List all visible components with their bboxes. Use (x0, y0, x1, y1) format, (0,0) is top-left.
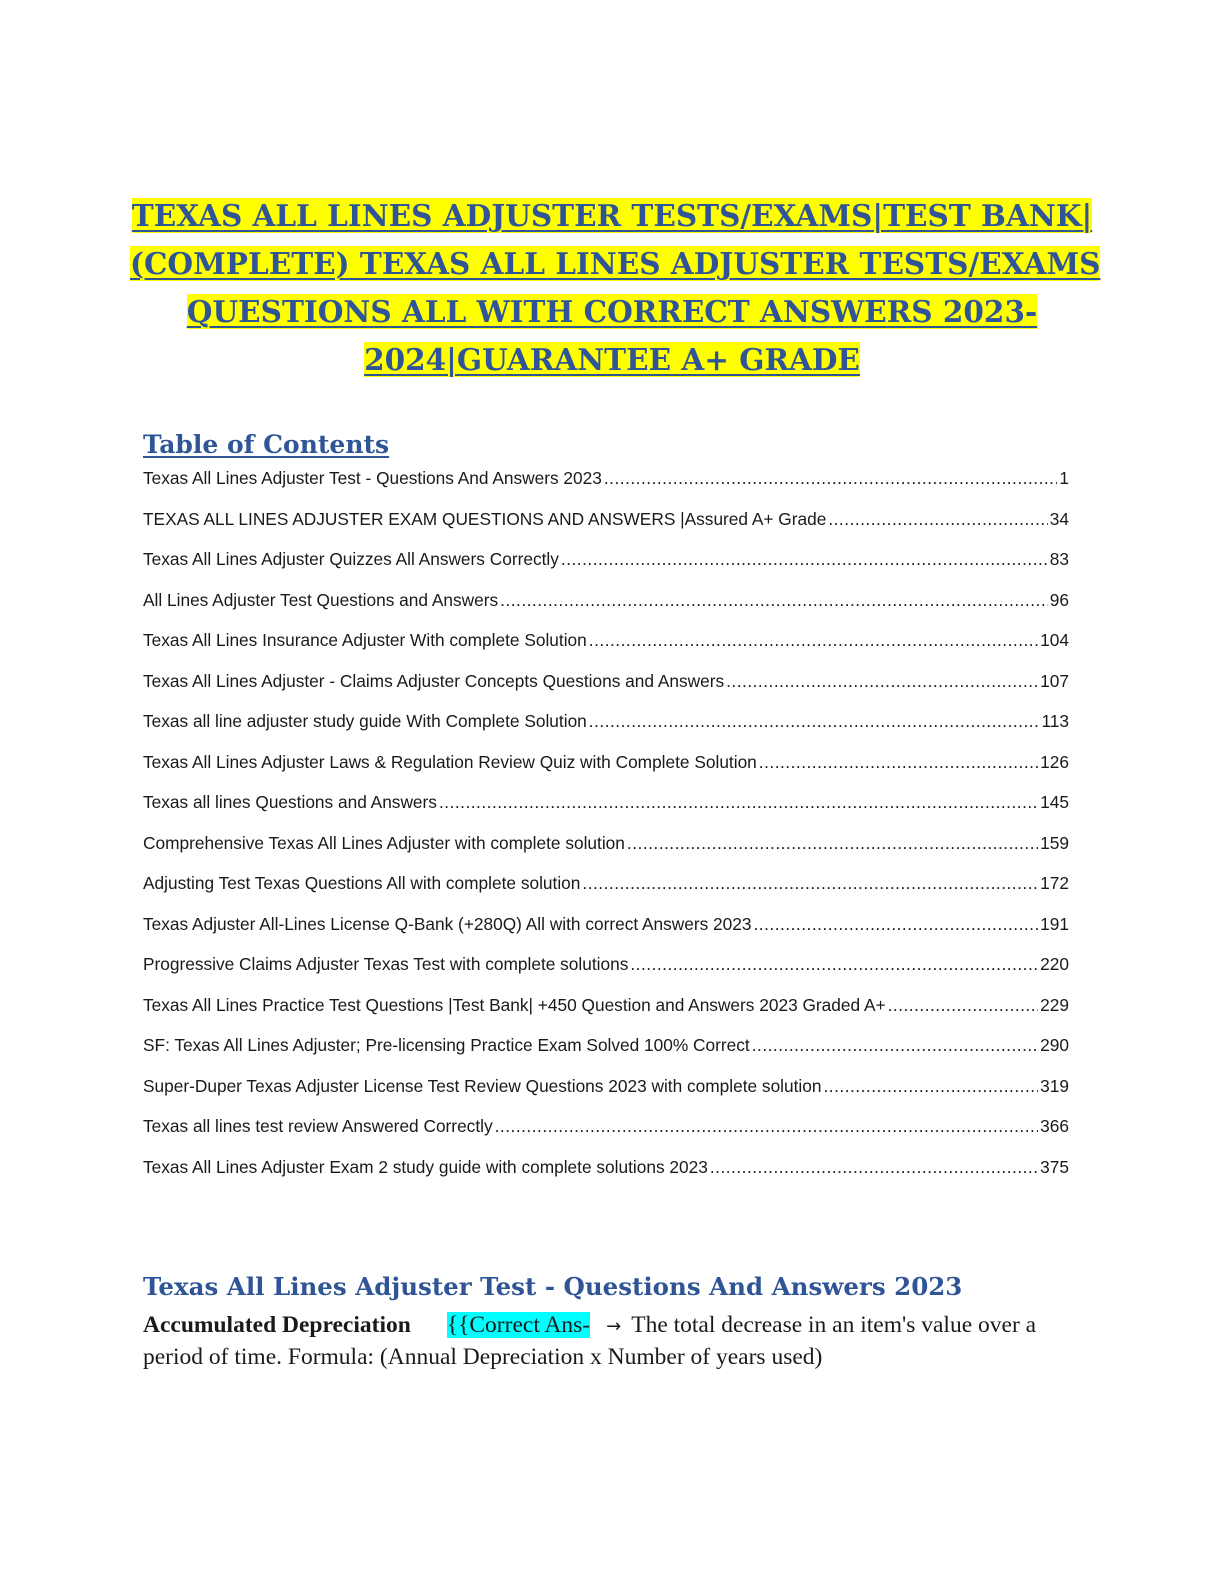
toc-entry-title: Texas Adjuster All-Lines License Q-Bank (+280Q) All with correct Answers 2023 (143, 913, 752, 934)
toc-entry[interactable] (143, 590, 1069, 631)
toc-entry-page: 375 (1040, 1156, 1069, 1177)
toc-entry-title: All Lines Adjuster Test Questions and Answers (143, 589, 499, 610)
toc-dot-leader (888, 995, 1039, 1016)
toc-entry-page: 290 (1040, 1035, 1069, 1055)
qa-term: Accumulated Depreciation (143, 1312, 411, 1338)
toc-entry-page: 159 (1040, 832, 1069, 853)
toc-entry-title: Comprehensive Texas All Lines Adjuster with complete solution (143, 832, 625, 853)
toc-dot-leader (500, 590, 1048, 611)
toc-entry[interactable] (143, 1157, 1069, 1198)
toc-entry-title: Texas All Lines Adjuster Laws & Regulation Review Quiz with Complete Solution (143, 751, 757, 772)
toc-entry-title: Texas all lines Questions and Answers (143, 792, 437, 812)
toc-entry[interactable] (143, 914, 1069, 955)
toc-entry-title: SF: Texas All Lines Adjuster; Pre-licensing Practice Exam Solved 100% Correct (143, 1035, 750, 1055)
toc-entry-page: 126 (1040, 751, 1069, 772)
toc-dot-leader (589, 711, 1040, 732)
toc-entry-page: 229 (1040, 994, 1069, 1015)
toc-entry-page: 220 (1040, 954, 1069, 974)
table-of-contents (143, 468, 1069, 1197)
toc-entry-title: Texas All Lines Practice Test Questions |Test Bank| +450 Question and Answers 2023 Graded A+ (143, 994, 886, 1015)
toc-entry[interactable] (143, 1035, 1069, 1076)
toc-entry-title: Texas All Lines Adjuster Quizzes All Answers Correctly (143, 549, 559, 569)
toc-entry-title: Progressive Claims Adjuster Texas Test with complete solutions (143, 954, 629, 974)
toc-entry[interactable] (143, 509, 1069, 550)
arrow-icon: → (606, 1316, 622, 1337)
toc-entry-title: Texas All Lines Adjuster Exam 2 study guide with complete solutions 2023 (143, 1156, 708, 1177)
toc-entry[interactable] (143, 1076, 1069, 1117)
toc-dot-leader (752, 1035, 1038, 1056)
toc-entry-page: 1 (1059, 468, 1069, 488)
toc-entry-title: Texas all lines test review Answered Correctly (143, 1116, 493, 1136)
toc-dot-leader (630, 954, 1038, 975)
toc-entry[interactable] (143, 752, 1069, 793)
toc-entry-page: 34 (1049, 508, 1069, 529)
toc-entry-page: 172 (1040, 873, 1069, 893)
title-line-3: QUESTIONS ALL WITH CORRECT ANSWERS 2023- (186, 294, 1038, 329)
qa-answer: The total decrease in an item's value over a period of time. Formula: (Annual Depreciation x Number of years used) (143, 1312, 1037, 1370)
title-line-1: TEXAS ALL LINES ADJUSTER TESTS/EXAMS|TEST BANK| (131, 198, 1093, 233)
toc-dot-leader (604, 468, 1058, 489)
qa-entry (143, 1310, 1073, 1372)
toc-dot-leader (710, 1157, 1038, 1178)
toc-entry[interactable] (143, 468, 1069, 509)
toc-dot-leader (759, 752, 1038, 773)
toc-dot-leader (589, 630, 1038, 651)
title-line-2: (COMPLETE) TEXAS ALL LINES ADJUSTER TESTS/EXAMS (130, 246, 1101, 281)
toc-entry-page: 96 (1049, 589, 1069, 610)
toc-entry[interactable] (143, 671, 1069, 712)
toc-entry-page: 191 (1040, 913, 1069, 934)
toc-entry[interactable] (143, 995, 1069, 1036)
toc-entry[interactable] (143, 954, 1069, 995)
toc-entry-title: Texas All Lines Insurance Adjuster With complete Solution (143, 630, 587, 650)
toc-dot-leader (824, 1076, 1039, 1097)
toc-entry-page: 107 (1040, 670, 1069, 691)
toc-entry-title: Texas All Lines Adjuster - Claims Adjuster Concepts Questions and Answers (143, 670, 725, 691)
toc-entry-page: 83 (1049, 549, 1069, 569)
toc-heading: Table of Contents (143, 430, 390, 459)
toc-entry[interactable] (143, 833, 1069, 874)
toc-entry[interactable] (143, 549, 1069, 590)
toc-entry-title: Texas all line adjuster study guide With Complete Solution (143, 711, 587, 731)
toc-dot-leader (828, 509, 1047, 530)
toc-dot-leader (439, 792, 1038, 813)
toc-entry[interactable] (143, 1116, 1069, 1157)
toc-dot-leader (582, 873, 1038, 894)
toc-entry[interactable] (143, 792, 1069, 833)
toc-entry-page: 366 (1040, 1116, 1069, 1136)
toc-entry-page: 104 (1040, 630, 1069, 650)
toc-entry-title: Texas All Lines Adjuster Test - Questions And Answers 2023 (143, 468, 602, 488)
toc-entry[interactable] (143, 630, 1069, 671)
toc-entry-title: Adjusting Test Texas Questions All with complete solution (143, 873, 581, 893)
toc-entry[interactable] (143, 711, 1069, 752)
document-title (130, 192, 1101, 384)
toc-entry-page: 319 (1040, 1075, 1069, 1096)
correct-answer-marker: {{Correct Ans- (446, 1312, 591, 1338)
title-line-4: 2024|GUARANTEE A+ GRADE (364, 342, 860, 377)
section-heading: Texas All Lines Adjuster Test - Questions And Answers 2023 (143, 1272, 963, 1301)
toc-dot-leader (754, 914, 1039, 935)
toc-entry-page: 113 (1041, 711, 1069, 731)
toc-entry-page: 145 (1040, 792, 1069, 812)
toc-dot-leader (726, 671, 1038, 692)
toc-dot-leader (627, 833, 1038, 854)
toc-entry[interactable] (143, 873, 1069, 914)
toc-entry-title: Super-Duper Texas Adjuster License Test Review Questions 2023 with complete solution (143, 1075, 822, 1096)
toc-dot-leader (561, 549, 1048, 570)
toc-dot-leader (495, 1116, 1039, 1137)
toc-entry-title: TEXAS ALL LINES ADJUSTER EXAM QUESTIONS AND ANSWERS |Assured A+ Grade (143, 508, 827, 529)
